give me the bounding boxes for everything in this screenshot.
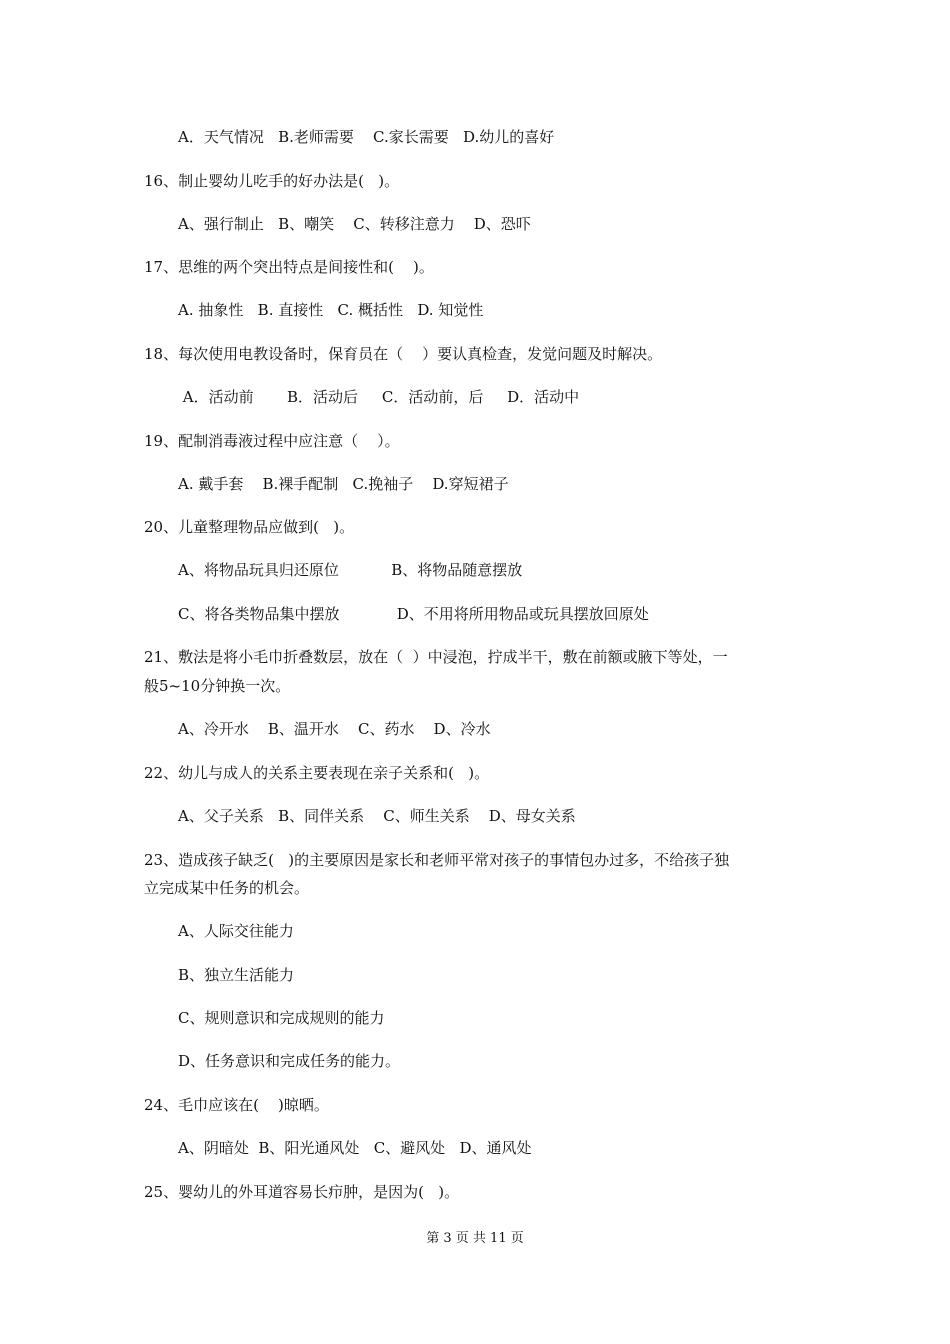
answer-options: A. 抽象性 B. 直接性 C. 概括性 D. 知觉性	[178, 301, 484, 319]
question-text: 19、配制消毒液过程中应注意（ ）。	[144, 432, 400, 450]
answer-options: A、人际交往能力	[178, 922, 294, 940]
question-continuation: 般5~10分钟换一次。	[144, 677, 291, 695]
answer-options: C、规则意识和完成规则的能力	[178, 1009, 385, 1027]
question-text: 22、幼儿与成人的关系主要表现在亲子关系和( )。	[144, 764, 490, 782]
page-footer: 第 3 页 共 11 页	[426, 1231, 524, 1246]
question-text: 17、思维的两个突出特点是间接性和( )。	[144, 258, 434, 276]
answer-options: A、冷开水 B、温开水 C、药水 D、冷水	[178, 720, 491, 738]
question-text: 25、婴幼儿的外耳道容易长疖肿，是因为( )。	[144, 1183, 460, 1201]
question-text: 24、毛巾应该在( )晾晒。	[144, 1096, 329, 1114]
answer-options: A．天气情况 B.老师需要 C.家长需要 D.幼儿的喜好	[178, 128, 555, 146]
answer-options: A．活动前 B．活动后 C．活动前，后 D．活动中	[178, 388, 580, 406]
answer-options: A、父子关系 B、同伴关系 C、师生关系 D、母女关系	[178, 807, 576, 825]
question-text: 21、敷法是将小毛巾折叠数层，放在（ ）中浸泡，拧成半干，敷在前额或腋下等处，一	[144, 648, 728, 666]
answer-options: C、将各类物品集中摆放 D、不用将所用物品或玩具摆放回原处	[178, 605, 649, 623]
question-text: 18、每次使用电教设备时，保育员在（ ）要认真检查，发觉问题及时解决。	[144, 345, 663, 363]
question-text: 16、制止婴幼儿吃手的好办法是( )。	[144, 172, 400, 190]
answer-options: A. 戴手套 B.裸手配制 C.挽袖子 D.穿短裙子	[178, 475, 509, 493]
answer-options: A、阴暗处 B、阳光通风处 C、避风处 D、通风处	[178, 1139, 532, 1157]
answer-options: B、独立生活能力	[178, 966, 295, 984]
question-continuation: 立完成某中任务的机会。	[144, 879, 310, 897]
question-text: 20、儿童整理物品应做到( )。	[144, 518, 355, 536]
question-text: 23、造成孩子缺乏( )的主要原因是家长和老师平常对孩子的事情包办过多，不给孩子独	[144, 851, 730, 869]
answer-options: A、将物品玩具归还原位 B、将物品随意摆放	[178, 561, 523, 579]
answer-options: A、强行制止 B、嘲笑 C、转移注意力 D、恐吓	[178, 215, 531, 233]
answer-options: D、任务意识和完成任务的能力。	[178, 1052, 401, 1070]
